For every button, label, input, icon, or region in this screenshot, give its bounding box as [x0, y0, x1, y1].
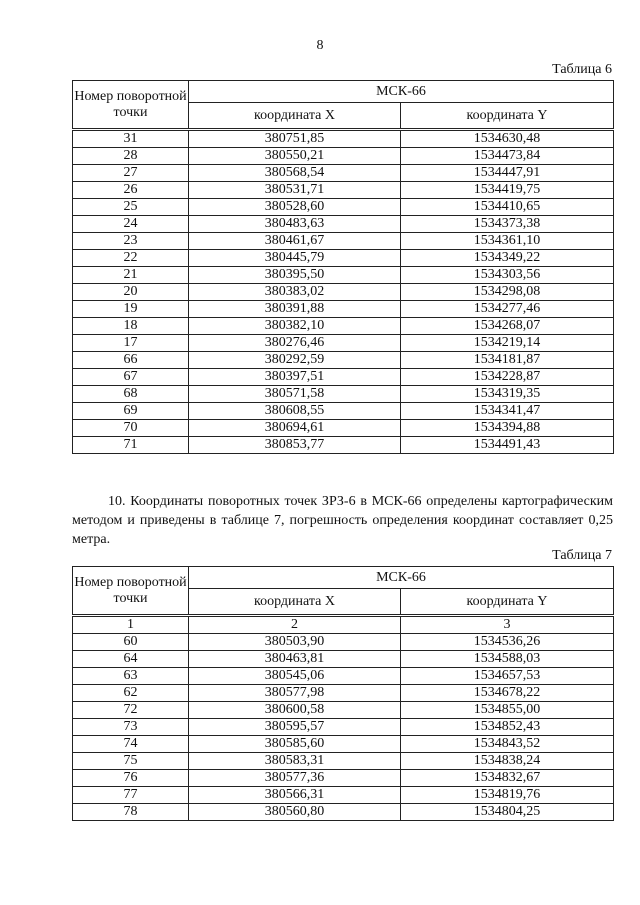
table7-x-cell: 380463,81	[189, 651, 401, 668]
table6-y-cell: 1534419,75	[401, 182, 614, 199]
table6-y-cell: 1534394,88	[401, 420, 614, 437]
table6-row	[73, 420, 614, 437]
table7-body	[73, 616, 614, 821]
table7-point-cell: 76	[73, 770, 189, 787]
table7-numbering-row	[73, 616, 614, 634]
table6-y-header: координата Y	[401, 103, 614, 130]
table7-y-cell: 1534657,53	[401, 668, 614, 685]
table7-point-cell: 73	[73, 719, 189, 736]
table7-point-cell: 63	[73, 668, 189, 685]
table7-x-cell: 380545,06	[189, 668, 401, 685]
table6-point-cell: 68	[73, 386, 189, 403]
table6-row	[73, 199, 614, 216]
table6-y-cell: 1534630,48	[401, 130, 614, 148]
table7-x-cell: 380560,80	[189, 804, 401, 821]
table6-point-cell: 23	[73, 233, 189, 250]
table7-y-cell: 1534536,26	[401, 634, 614, 651]
table6-x-cell: 380531,71	[189, 182, 401, 199]
table6-point-cell: 17	[73, 335, 189, 352]
table7-y-cell: 1534804,25	[401, 804, 614, 821]
table6-system-header: МСК-66	[189, 81, 614, 103]
table6-point-cell: 69	[73, 403, 189, 420]
table6-point-cell: 26	[73, 182, 189, 199]
table6-point-cell: 70	[73, 420, 189, 437]
table6-y-cell: 1534341,47	[401, 403, 614, 420]
table7-row	[73, 651, 614, 668]
table7-row	[73, 685, 614, 702]
table6-y-cell: 1534219,14	[401, 335, 614, 352]
table7-y-cell: 1534855,00	[401, 702, 614, 719]
table7-row	[73, 702, 614, 719]
table7-row	[73, 770, 614, 787]
table6-x-cell: 380292,59	[189, 352, 401, 369]
table7-y-cell: 1534843,52	[401, 736, 614, 753]
table7-row	[73, 668, 614, 685]
table6-row	[73, 233, 614, 250]
table6-point-cell: 67	[73, 369, 189, 386]
table6-x-cell: 380397,51	[189, 369, 401, 386]
table6-x-cell: 380568,54	[189, 165, 401, 182]
table6-x-cell: 380445,79	[189, 250, 401, 267]
table6-x-cell: 380461,67	[189, 233, 401, 250]
table7-x-cell: 380566,31	[189, 787, 401, 804]
table6-x-cell: 380276,46	[189, 335, 401, 352]
table7-x-cell: 2	[189, 616, 401, 634]
table6-x-cell: 380751,85	[189, 130, 401, 148]
table7	[72, 566, 614, 821]
table6-x-cell: 380571,58	[189, 386, 401, 403]
table7-x-cell: 380595,57	[189, 719, 401, 736]
table6-row	[73, 165, 614, 182]
paragraph-10	[72, 492, 613, 549]
table7-y-cell: 1534832,67	[401, 770, 614, 787]
table6-y-cell: 1534361,10	[401, 233, 614, 250]
table6-row	[73, 148, 614, 165]
table6-row	[73, 335, 614, 352]
table7-x-header: координата X	[189, 589, 401, 616]
paragraph-10-text: 10. Координаты поворотных точек ЗРЗ-6 в МСК-66 определены картографическим методом и приведены в таблице 7, погрешность определения координат составляет 0,25 метра.	[72, 494, 613, 547]
table6-x-cell: 380694,61	[189, 420, 401, 437]
table6-row	[73, 182, 614, 199]
table6-y-cell: 1534319,35	[401, 386, 614, 403]
table7-x-cell: 380503,90	[189, 634, 401, 651]
table6-y-cell: 1534491,43	[401, 437, 614, 454]
table6-point-cell: 28	[73, 148, 189, 165]
table7-system-header: МСК-66	[189, 567, 614, 589]
table7-y-cell: 1534819,76	[401, 787, 614, 804]
table6-x-header: координата X	[189, 103, 401, 130]
table7-x-cell: 380600,58	[189, 702, 401, 719]
table6-x-cell: 380383,02	[189, 284, 401, 301]
table7-point-cell: 77	[73, 787, 189, 804]
table7-row	[73, 787, 614, 804]
table6-x-cell: 380382,10	[189, 318, 401, 335]
table6-y-cell: 1534473,84	[401, 148, 614, 165]
table6-y-cell: 1534277,46	[401, 301, 614, 318]
table6-label: Таблица 6	[552, 62, 612, 77]
table7-point-header: Номер поворотной точки	[73, 567, 189, 616]
table6-y-cell: 1534228,87	[401, 369, 614, 386]
table6-body	[73, 130, 614, 454]
table6-point-cell: 22	[73, 250, 189, 267]
table6-y-cell: 1534447,91	[401, 165, 614, 182]
table7-x-cell: 380583,31	[189, 753, 401, 770]
table6-point-cell: 66	[73, 352, 189, 369]
table6-row	[73, 267, 614, 284]
table6-point-cell: 71	[73, 437, 189, 454]
table6-y-cell: 1534298,08	[401, 284, 614, 301]
table6-y-cell: 1534303,56	[401, 267, 614, 284]
table6-x-cell: 380608,55	[189, 403, 401, 420]
table6-y-cell: 1534181,87	[401, 352, 614, 369]
table7-point-cell: 64	[73, 651, 189, 668]
table6-row	[73, 130, 614, 148]
table7-y-cell: 1534852,43	[401, 719, 614, 736]
table6-row	[73, 369, 614, 386]
table7-row	[73, 804, 614, 821]
table6-point-cell: 21	[73, 267, 189, 284]
table6-x-cell: 380528,60	[189, 199, 401, 216]
table6-row	[73, 284, 614, 301]
table7-y-cell: 1534678,22	[401, 685, 614, 702]
table7-point-cell: 60	[73, 634, 189, 651]
table6-point-cell: 27	[73, 165, 189, 182]
table7-label: Таблица 7	[552, 548, 612, 563]
table7-y-cell: 1534838,24	[401, 753, 614, 770]
table6-y-cell: 1534268,07	[401, 318, 614, 335]
table6-row	[73, 216, 614, 233]
table7-y-header: координата Y	[401, 589, 614, 616]
table6-row	[73, 318, 614, 335]
table6-row	[73, 250, 614, 267]
table7-row	[73, 719, 614, 736]
table6-point-header: Номер поворотной точки	[73, 81, 189, 130]
table7-point-cell: 75	[73, 753, 189, 770]
table6-x-cell: 380853,77	[189, 437, 401, 454]
table6-point-cell: 18	[73, 318, 189, 335]
table7-point-cell: 1	[73, 616, 189, 634]
page-number: 8	[316, 38, 324, 53]
table7-row	[73, 736, 614, 753]
table6-row	[73, 386, 614, 403]
table7-y-cell: 1534588,03	[401, 651, 614, 668]
table6-x-cell: 380395,50	[189, 267, 401, 284]
table7-x-cell: 380585,60	[189, 736, 401, 753]
table6-x-cell: 380483,63	[189, 216, 401, 233]
table6-row	[73, 403, 614, 420]
table6-row	[73, 301, 614, 318]
table6-x-cell: 380391,88	[189, 301, 401, 318]
table7-point-cell: 74	[73, 736, 189, 753]
table7-point-cell: 78	[73, 804, 189, 821]
table6-row	[73, 352, 614, 369]
table6-point-cell: 25	[73, 199, 189, 216]
table6-y-cell: 1534373,38	[401, 216, 614, 233]
table6-row	[73, 437, 614, 454]
table6-point-cell: 20	[73, 284, 189, 301]
table7-point-cell: 72	[73, 702, 189, 719]
table6	[72, 80, 614, 454]
table6-y-cell: 1534410,65	[401, 199, 614, 216]
table6-y-cell: 1534349,22	[401, 250, 614, 267]
table6-x-cell: 380550,21	[189, 148, 401, 165]
table7-y-cell: 3	[401, 616, 614, 634]
table7-x-cell: 380577,36	[189, 770, 401, 787]
table7-row	[73, 634, 614, 651]
table7-row	[73, 753, 614, 770]
table6-point-cell: 19	[73, 301, 189, 318]
table7-point-cell: 62	[73, 685, 189, 702]
table6-point-cell: 31	[73, 130, 189, 148]
table7-x-cell: 380577,98	[189, 685, 401, 702]
table6-point-cell: 24	[73, 216, 189, 233]
